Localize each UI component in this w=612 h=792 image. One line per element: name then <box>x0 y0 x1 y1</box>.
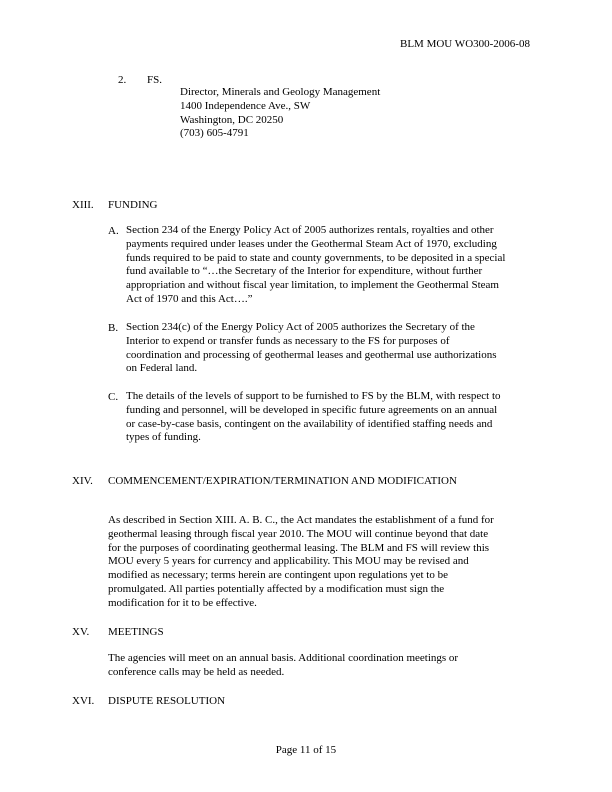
section-heading-commencement: COMMENCEMENT/EXPIRATION/TERMINATION AND MODIFICATION <box>108 475 457 487</box>
contact-address <box>180 86 380 141</box>
paragraph-line: modified as necessary; terms herein are contingent upon regulations yet to be <box>108 569 448 582</box>
contact-line: Director, Minerals and Geology Management <box>180 86 381 98</box>
section-heading-funding: FUNDING <box>108 199 158 211</box>
paragraph-line: promulgated. All parties potentially affected by a modification must sign the <box>108 582 445 595</box>
item-letter: C. <box>108 391 119 403</box>
paragraph-line: fund available to “…the Secretary of the Interior for expenditure, without further <box>126 265 483 278</box>
item-letter: B. <box>108 322 119 334</box>
paragraph-line: or case-by-case basis, contingent on the availability of identified staffing needs and <box>126 417 493 430</box>
contact-line: 1400 Independence Ave., SW <box>180 99 311 112</box>
commencement-paragraph <box>108 514 494 611</box>
paragraph-line: funds required to be paid to state and county governments, to be deposited in a special <box>126 251 506 264</box>
paragraph-line: geothermal leasing through fiscal year 2010. The MOU will continue beyond that date <box>108 527 489 540</box>
section-heading-meetings: MEETINGS <box>108 626 164 638</box>
paragraph-line: payments required under leases under the Geothermal Steam Act of 1970, excluding <box>126 237 497 250</box>
contact-line: (703) 605-4791 <box>180 127 249 140</box>
paragraph-line: types of funding. <box>126 431 201 444</box>
paragraph-line: As described in Section XIII. A. B. C., the Act mandates the establishment of a fund for <box>108 514 494 526</box>
section-heading-dispute: DISPUTE RESOLUTION <box>108 695 226 707</box>
meetings-paragraph <box>108 652 458 680</box>
contact-number: 2. <box>118 74 127 86</box>
paragraph-line: MOU every 5 years for currency and applicability. This MOU may be revised and <box>108 555 469 568</box>
paragraph-line: appropriation and without fiscal year limitation, to implement the Geothermal Steam <box>126 279 499 292</box>
funding-item-a <box>126 224 505 307</box>
paragraph-line: on Federal land. <box>126 362 198 375</box>
funding-item-b <box>126 321 497 376</box>
section-numeral: XV. <box>72 626 90 638</box>
paragraph-line: coordination and processing of geothermal leases and geothermal use authorizations <box>126 348 497 361</box>
page-number: Page 11 of 15 <box>275 744 337 756</box>
item-letter: A. <box>108 225 119 237</box>
paragraph-line: The agencies will meet on an annual basis. Additional coordination meetings or <box>108 652 459 664</box>
contact-agency: FS. <box>147 74 162 86</box>
paragraph-line: Act of 1970 and this Act….” <box>126 292 253 305</box>
section-numeral: XIV. <box>72 475 93 487</box>
funding-item-c <box>126 390 501 445</box>
paragraph-line: for the purposes of coordinating geothermal leasing. The BLM and FS will review this <box>108 541 490 554</box>
section-numeral: XIII. <box>72 199 94 211</box>
paragraph-line: Section 234 of the Energy Policy Act of 2005 authorizes rentals, royalties and other <box>126 224 494 236</box>
paragraph-line: modification for it to be effective. <box>108 596 257 609</box>
paragraph-line: Section 234(c) of the Energy Policy Act of 2005 authorizes the Secretary of the <box>126 321 475 333</box>
section-numeral: XVI. <box>72 695 95 707</box>
paragraph-line: Interior to expend or transfer funds as necessary to the FS for purposes of <box>126 334 450 347</box>
contact-line: Washington, DC 20250 <box>180 113 284 126</box>
paragraph-line: The details of the levels of support to be furnished to FS by the BLM, with respect to <box>126 390 501 402</box>
paragraph-line: funding and personnel, will be developed in specific future agreements on an annual <box>126 403 498 416</box>
paragraph-line: conference calls may be held as needed. <box>108 665 285 678</box>
document-id: BLM MOU WO300-2006-08 <box>400 38 530 50</box>
